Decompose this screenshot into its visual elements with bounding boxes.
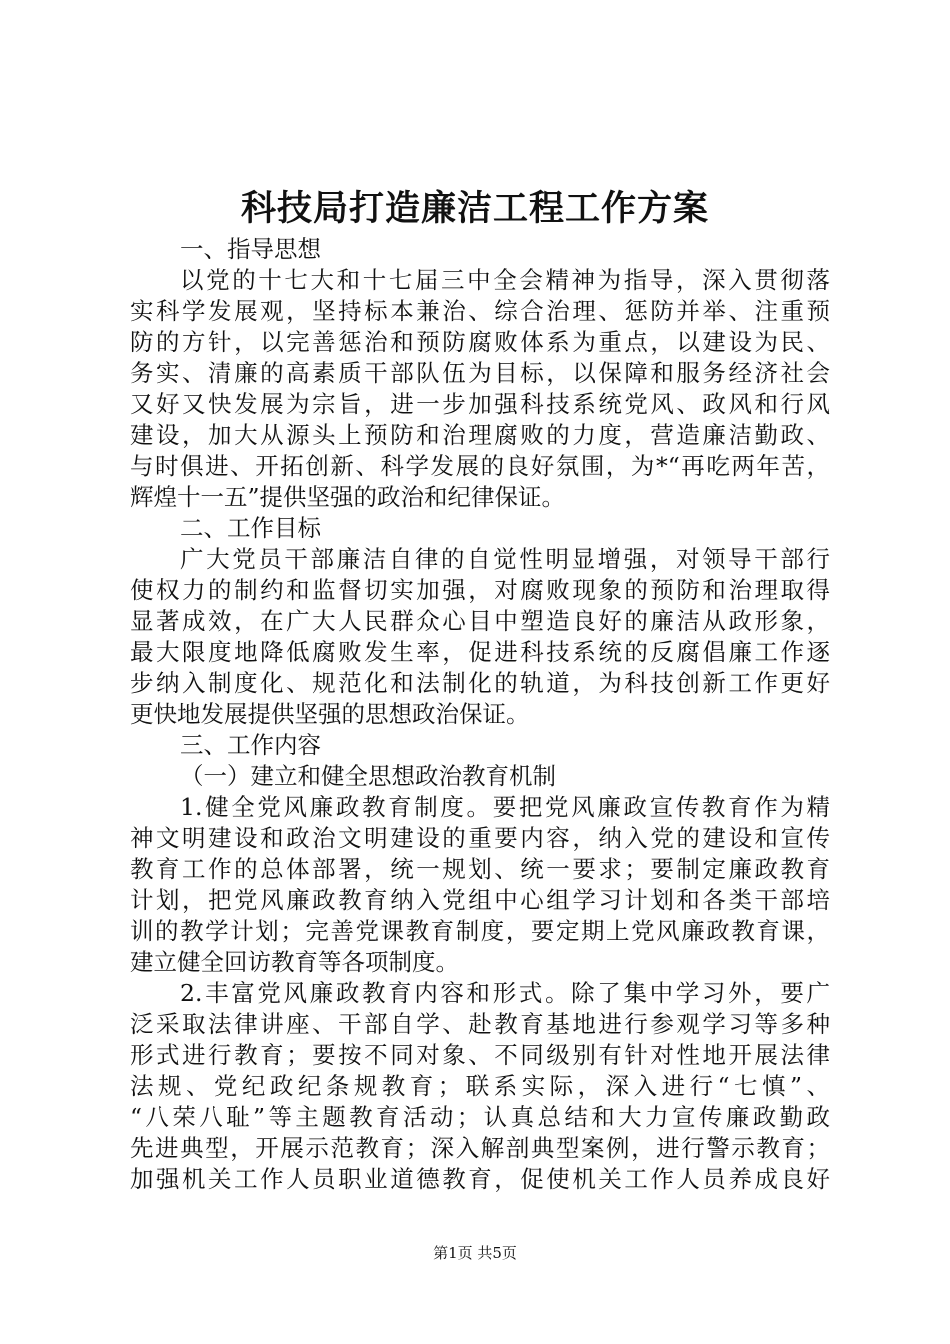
document-title: 科技局打造廉洁工程工作方案 xyxy=(240,188,709,229)
paragraph-line: 2.丰富党风廉政教育内容和形式。除了集中学习外，要广 xyxy=(180,979,830,1007)
paragraph-line: 建立健全回访教育等各项制度。 xyxy=(130,948,459,976)
section-heading-2: 二、工作目标 xyxy=(180,514,321,542)
paragraph-line: 泛采取法律讲座、干部自学、赴教育基地进行参观学习等多种 xyxy=(130,1010,830,1038)
paragraph-line: 形式进行教育；要按不同对象、不同级别有针对性地开展法律 xyxy=(130,1041,830,1069)
paragraph-line: 务实、清廉的高素质干部队伍为目标，以保障和服务经济社会 xyxy=(130,359,830,387)
subsection-heading: （一）建立和健全思想政治教育机制 xyxy=(180,762,556,790)
section-heading-3: 三、工作内容 xyxy=(180,731,321,759)
paragraph-line: 教育工作的总体部署，统一规划、统一要求；要制定廉政教育 xyxy=(130,855,830,883)
paragraph-line: 加强机关工作人员职业道德教育，促使机关工作人员养成良好 xyxy=(130,1165,830,1193)
paragraph-line: 辉煌十一五”提供坚强的政治和纪律保证。 xyxy=(130,483,566,511)
paragraph-line: 1.健全党风廉政教育制度。要把党风廉政宣传教育作为精 xyxy=(180,793,830,821)
paragraph-line: 使权力的制约和监督切实加强，对腐败现象的预防和治理取得 xyxy=(130,576,830,604)
paragraph-line: 又好又快发展为宗旨，进一步加强科技系统党风、政风和行风 xyxy=(130,390,830,418)
paragraph-line: 最大限度地降低腐败发生率，促进科技系统的反腐倡廉工作逐 xyxy=(130,638,830,666)
paragraph-line: 神文明建设和政治文明建设的重要内容，纳入党的建设和宣传 xyxy=(130,824,830,852)
paragraph-line: 防的方针，以完善惩治和预防腐败体系为重点，以建设为民、 xyxy=(130,328,830,356)
paragraph-line: 先进典型，开展示范教育；深入解剖典型案例，进行警示教育； xyxy=(130,1134,830,1162)
paragraph-line: 训的教学计划；完善党课教育制度，要定期上党风廉政教育课， xyxy=(130,917,830,945)
paragraph-line: 实科学发展观，坚持标本兼治、综合治理、惩防并举、注重预 xyxy=(130,297,830,325)
paragraph-line: 法规、党纪政纪条规教育；联系实际，深入进行“七慎”、 xyxy=(130,1072,830,1100)
paragraph-line: 广大党员干部廉洁自律的自觉性明显增强，对领导干部行 xyxy=(180,545,830,573)
paragraph-line: 显著成效，在广大人民群众心目中塑造良好的廉洁从政形象， xyxy=(130,607,830,635)
page-number: 第1页 共5页 xyxy=(433,1244,517,1262)
paragraph-line: “八荣八耻”等主题教育活动；认真总结和大力宣传廉政勤政 xyxy=(130,1103,830,1131)
paragraph-line: 计划，把党风廉政教育纳入党组中心组学习计划和各类干部培 xyxy=(130,886,830,914)
paragraph-line: 更快地发展提供坚强的思想政治保证。 xyxy=(130,700,530,728)
paragraph-line: 建设，加大从源头上预防和治理腐败的力度，营造廉洁勤政、 xyxy=(130,421,830,449)
paragraph-line: 步纳入制度化、规范化和法制化的轨道，为科技创新工作更好 xyxy=(130,669,830,697)
paragraph-line: 与时俱进、开拓创新、科学发展的良好氛围，为*“再吃两年苦， xyxy=(130,452,830,480)
section-heading-1: 一、指导思想 xyxy=(180,235,321,263)
paragraph-line: 以党的十七大和十七届三中全会精神为指导，深入贯彻落 xyxy=(180,266,830,294)
